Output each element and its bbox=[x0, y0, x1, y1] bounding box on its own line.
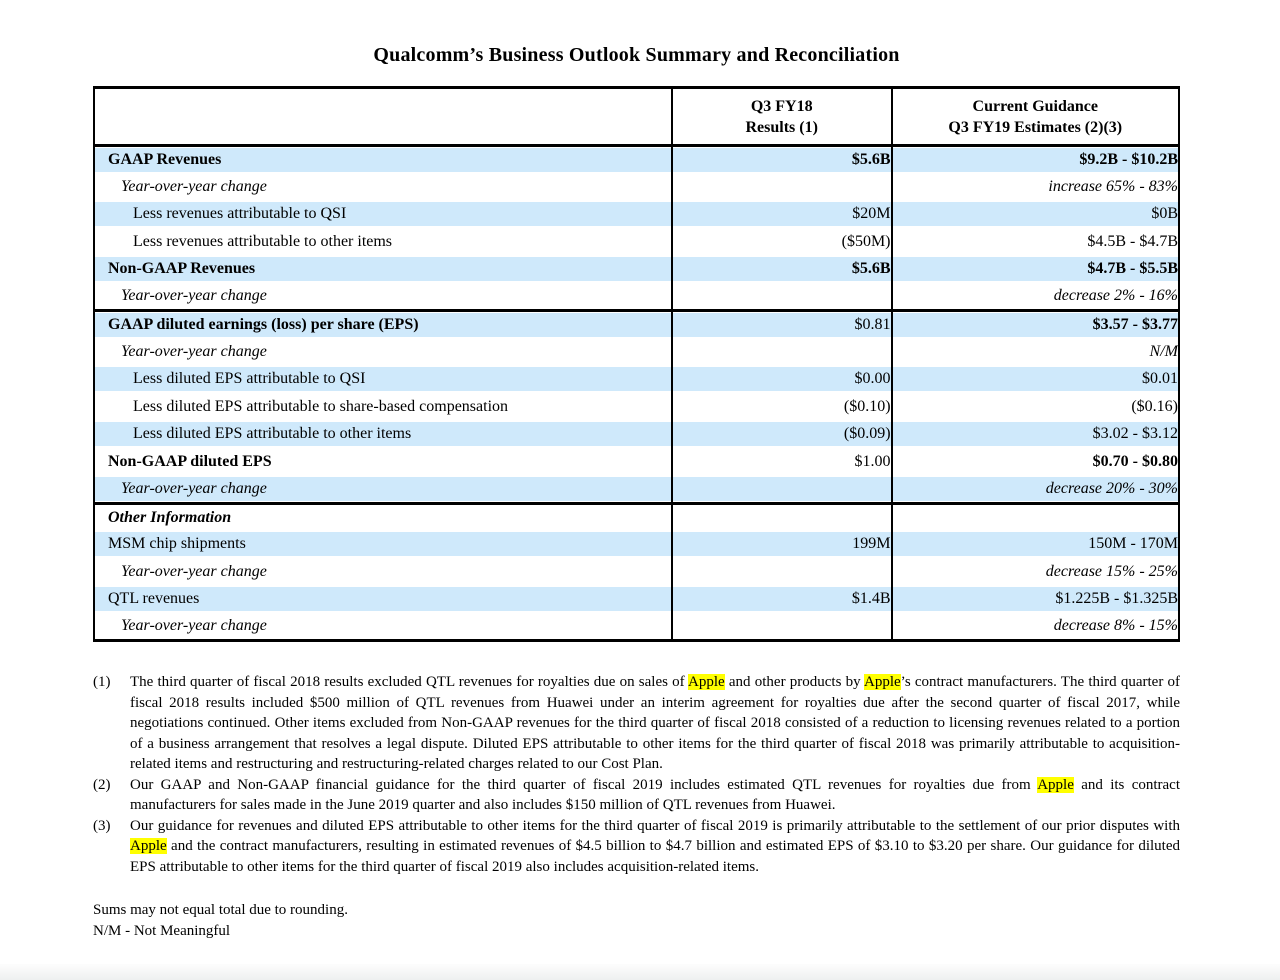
fy19-value: $1.225B - $1.325B bbox=[892, 586, 1179, 614]
fy18-value: ($0.10) bbox=[672, 393, 892, 421]
table-row-yoy-change bbox=[94, 283, 1179, 311]
table-row-less-eps-other bbox=[94, 421, 1179, 449]
highlighted-apple: Apple bbox=[863, 674, 901, 690]
fy18-value bbox=[672, 503, 892, 531]
fy19-value: $0B bbox=[892, 201, 1179, 229]
row-label: Year-over-year change bbox=[94, 338, 672, 366]
table-row-nongaap-revenues bbox=[94, 256, 1179, 284]
fy19-value bbox=[892, 503, 1179, 531]
fy18-value bbox=[672, 476, 892, 504]
footnote-number: (2) bbox=[93, 776, 111, 793]
table-row-nongaap-eps bbox=[94, 448, 1179, 476]
fy19-value: N/M bbox=[1149, 342, 1178, 360]
row-label: Less revenues attributable to QSI bbox=[94, 201, 672, 229]
fy19-value: $3.02 - $3.12 bbox=[892, 421, 1179, 449]
fy19-value: $3.57 - $3.77 bbox=[892, 311, 1179, 339]
nm-note: N/M - Not Meaningful bbox=[93, 923, 231, 939]
header-guidance-line2: Q3 FY19 Estimates (2)(3) bbox=[948, 118, 1123, 136]
fy18-value bbox=[672, 173, 892, 201]
footnote-text bbox=[130, 775, 1180, 816]
fy18-value: $0.00 bbox=[672, 366, 892, 394]
footnote-segment: and its contract manufacturers for sales made in the June 2019 quarter and also includes $150 million of QTL revenues from Huawei. bbox=[130, 776, 1181, 813]
footnote-segment: and the contract manufacturers, resulting in estimated revenues of $4.5 billion to $4.7 billion and estimated EPS of $3.10 to $3.20 per share. Our guidance for diluted EPS attributable to other items for the third quarter of fiscal 2019 also includes acquisition-related items. bbox=[130, 838, 1180, 875]
row-label: GAAP Revenues bbox=[94, 146, 672, 174]
fy18-value: $0.81 bbox=[672, 311, 892, 339]
fy19-value: $9.2B - $10.2B bbox=[892, 146, 1179, 174]
row-label: Other Information bbox=[94, 503, 672, 531]
fy19-value: $0.70 - $0.80 bbox=[1092, 452, 1178, 470]
fy18-value bbox=[672, 613, 892, 641]
fy19-value: decrease 2% - 16% bbox=[1053, 287, 1178, 304]
footnote-segment: Our guidance for revenues and diluted EPS attributable to other items for the third quarter of fiscal 2019 is primarily attributable to the settlement of our prior disputes with bbox=[130, 817, 1180, 834]
page-bottom-edge bbox=[0, 964, 1280, 980]
row-label: QTL revenues bbox=[94, 586, 672, 614]
fy18-value bbox=[672, 283, 892, 311]
table-row-msm-shipments bbox=[94, 531, 1179, 559]
footnote-text bbox=[130, 672, 1180, 775]
header-q3fy18-line1: Q3 FY18 bbox=[750, 97, 813, 115]
fy19-value: increase 65% - 83% bbox=[1048, 177, 1178, 195]
table-row-yoy-change bbox=[94, 558, 1179, 586]
footnote-1 bbox=[93, 672, 1180, 775]
fy19-value: $4.7B - $5.5B bbox=[892, 256, 1179, 284]
highlighted-apple: Apple bbox=[1037, 776, 1074, 793]
fy18-value: ($0.09) bbox=[672, 421, 892, 449]
footnote-number: (1) bbox=[93, 674, 111, 690]
footnote-3 bbox=[93, 816, 1180, 878]
footnote-text bbox=[130, 816, 1180, 878]
header-q3fy18 bbox=[672, 88, 892, 146]
footnote-segment: and other products by bbox=[724, 674, 864, 690]
row-label: Non-GAAP diluted EPS bbox=[94, 448, 672, 476]
business-outlook-table bbox=[93, 86, 1180, 642]
row-label: Less diluted EPS attributable to other items bbox=[94, 421, 672, 449]
header-guidance bbox=[892, 88, 1179, 146]
table-row-yoy-change bbox=[94, 173, 1179, 201]
table-row-yoy-change bbox=[94, 476, 1179, 504]
fy18-value: $20M bbox=[672, 201, 892, 229]
row-label: Year-over-year change bbox=[94, 173, 672, 201]
row-label: GAAP diluted earnings (loss) per share (EPS) bbox=[94, 311, 672, 339]
table-row-less-eps-qsi bbox=[94, 366, 1179, 394]
header-q3fy18-line2: Results (1) bbox=[745, 118, 818, 136]
header-guidance-line1: Current Guidance bbox=[972, 97, 1098, 115]
fy18-value bbox=[672, 558, 892, 586]
fy19-value: decrease 8% - 15% bbox=[1053, 617, 1178, 634]
highlighted-apple: Apple bbox=[130, 838, 167, 854]
table-row-qtl-revenues bbox=[94, 586, 1179, 614]
fy19-value: $4.5B - $4.7B bbox=[1087, 232, 1178, 250]
row-label: Year-over-year change bbox=[94, 558, 672, 586]
footnote-2 bbox=[93, 775, 1180, 816]
row-label: MSM chip shipments bbox=[94, 531, 672, 559]
row-label: Year-over-year change bbox=[94, 613, 672, 641]
table-row-yoy-change bbox=[94, 613, 1179, 641]
table-header-row bbox=[94, 88, 1179, 146]
row-label: Year-over-year change bbox=[94, 476, 672, 504]
highlighted-apple: Apple bbox=[688, 674, 725, 690]
table-row-less-rev-other bbox=[94, 228, 1179, 256]
footnote-number: (3) bbox=[93, 817, 111, 834]
fy18-value: 199M bbox=[672, 531, 892, 559]
table-row-gaap-eps bbox=[94, 311, 1179, 339]
table-row-gaap-revenues bbox=[94, 146, 1179, 174]
header-empty-cell bbox=[94, 88, 672, 146]
fy18-value: $5.6B bbox=[672, 146, 892, 174]
row-label: Less diluted EPS attributable to QSI bbox=[94, 366, 672, 394]
table-row-less-eps-sbc bbox=[94, 393, 1179, 421]
table-row-yoy-change bbox=[94, 338, 1179, 366]
fy18-value bbox=[672, 338, 892, 366]
fy19-value: decrease 15% - 25% bbox=[1045, 562, 1178, 580]
fy18-value: $1.00 bbox=[672, 448, 892, 476]
fy18-value: $1.4B bbox=[672, 586, 892, 614]
table-row-other-information bbox=[94, 503, 1179, 531]
footnotes bbox=[93, 672, 1180, 877]
footnote-segment: ’s contract manufacturers. The third quarter of fiscal 2018 results included $500 million of QTL revenues from Huawei under an interim agreement for royalties due after the second quarter of fiscal 2017, while negotiations continued. Other items excluded from Non-GAAP revenues for the third quarter of fiscal 2018 consisted of a reduction to licensing revenues related to a portion of a business arrangement that resolves a legal dispute. Diluted EPS attributable to other items for the third quarter of fiscal 2018 was primarily attributable to acquisition-related items and restructuring and restructuring-related charges related to our Cost Plan. bbox=[130, 674, 1181, 772]
footnote-segment: The third quarter of fiscal 2018 results excluded QTL revenues for royalties due on sales of bbox=[130, 674, 689, 690]
table-row-less-rev-qsi bbox=[94, 201, 1179, 229]
row-label: Non-GAAP Revenues bbox=[94, 256, 672, 284]
footer-notes bbox=[93, 900, 1180, 942]
row-label: Less revenues attributable to other items bbox=[94, 228, 672, 256]
fy18-value: $5.6B bbox=[672, 256, 892, 284]
rounding-note: Sums may not equal total due to rounding. bbox=[93, 902, 348, 918]
fy19-value: ($0.16) bbox=[1131, 397, 1178, 415]
row-label: Less diluted EPS attributable to share-based compensation bbox=[94, 393, 672, 421]
page-title: Qualcomm’s Business Outlook Summary and Reconciliation bbox=[373, 44, 900, 66]
row-label: Year-over-year change bbox=[94, 283, 672, 311]
fy19-value: $0.01 bbox=[892, 366, 1179, 394]
fy19-value: decrease 20% - 30% bbox=[892, 476, 1179, 504]
document-page bbox=[93, 0, 1180, 942]
fy18-value: ($50M) bbox=[672, 228, 892, 256]
fy19-value: 150M - 170M bbox=[892, 531, 1179, 559]
footnote-segment: Our GAAP and Non-GAAP financial guidance for the third quarter of fiscal 2019 includes estimated QTL revenues for royalties due from bbox=[130, 776, 1038, 793]
